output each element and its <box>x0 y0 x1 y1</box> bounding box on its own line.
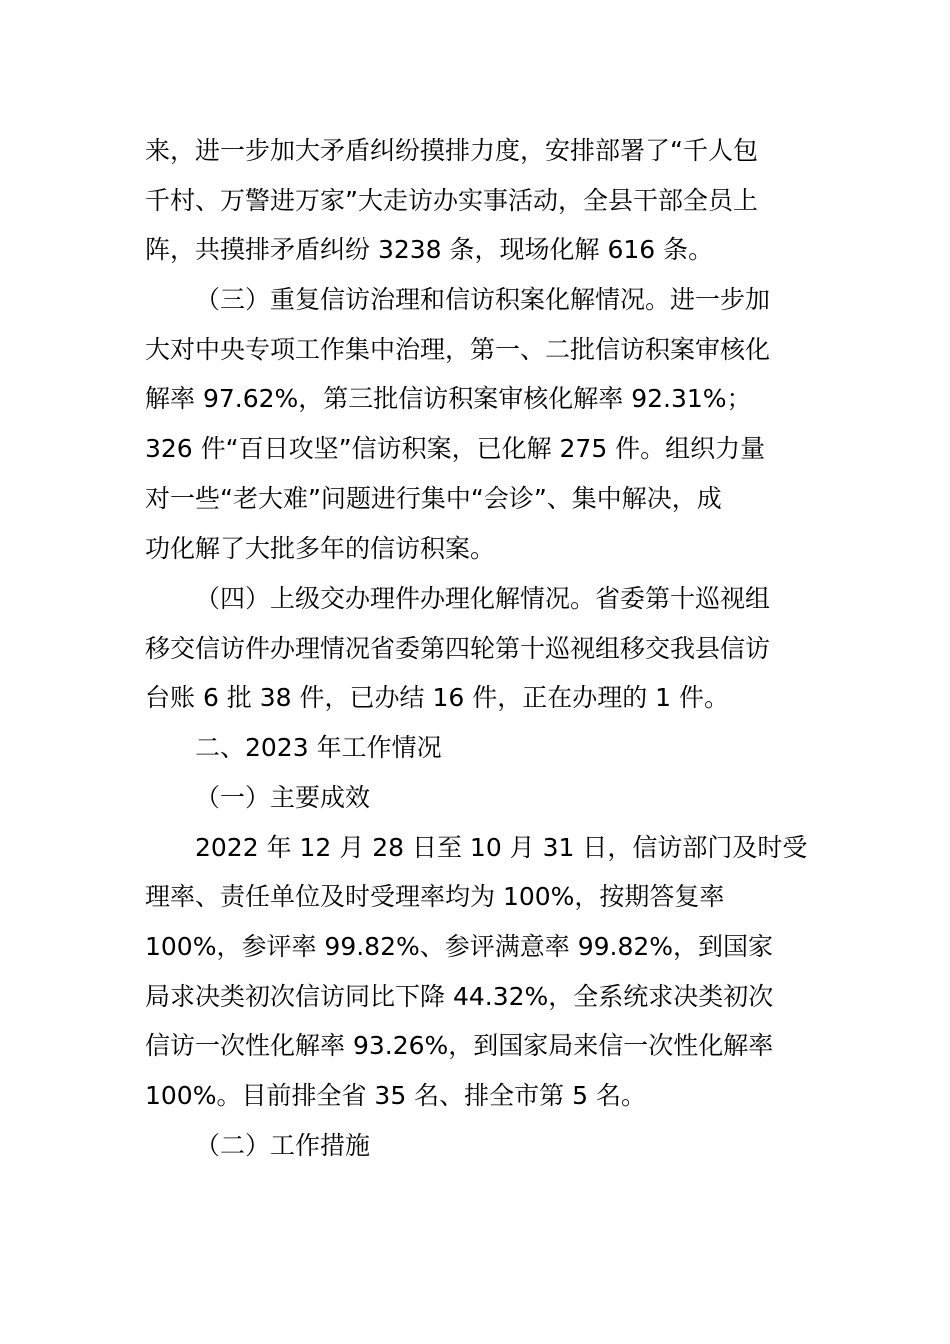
body-text-line: 台账 6 批 38 件，已办结 16 件，正在办理的 1 件。 <box>145 683 730 712</box>
body-text-line: 大对中央专项工作集中治理，第一、二批信访积案审核化 <box>145 335 771 364</box>
chapter-heading-2: 二、2023 年工作情况 <box>195 733 442 762</box>
body-text-line: 326 件“百日攻坚”信访积案，已化解 275 件。组织力量 <box>145 434 766 463</box>
body-text-line: 阵，共摸排矛盾纠纷 3238 条，现场化解 616 条。 <box>145 235 714 264</box>
body-text-line: 功化解了大批多年的信访积案。 <box>145 534 496 563</box>
body-text-line: 千村、万警进万家”大走访办实事活动，全县干部全员上 <box>145 186 758 215</box>
body-text-line: 解率 97.62%，第三批信访积案审核化解率 92.31%； <box>145 384 752 413</box>
subheading-work-measures: （二）工作措施 <box>195 1131 371 1160</box>
body-text-line: 100%，参评率 99.82%、参评满意率 99.82%，到国家 <box>145 932 774 961</box>
body-text-line: 对一些“老大难”问题进行集中“会诊”、集中解决，成 <box>145 484 722 513</box>
body-text-line: 来，进一步加大矛盾纠纷摸排力度，安排部署了“千人包 <box>145 136 758 165</box>
body-text-line: 2022 年 12 月 28 日至 10 月 31 日，信访部门及时受 <box>195 833 808 862</box>
subheading-main-results: （一）主要成效 <box>195 783 371 812</box>
body-text-line: 信访一次性化解率 93.26%，到国家局来信一次性化解率 <box>145 1031 774 1060</box>
body-text-line: 100%。目前排全省 35 名、排全市第 5 名。 <box>145 1081 646 1110</box>
section-heading-3: （三）重复信访治理和信访积案化解情况。进一步加 <box>195 285 771 314</box>
section-heading-4: （四）上级交办理件办理化解情况。省委第十巡视组 <box>195 584 771 613</box>
body-text-line: 局求决类初次信访同比下降 44.32%，全系统求决类初次 <box>145 982 774 1011</box>
body-text-line: 理率、责任单位及时受理率均为 100%，按期答复率 <box>145 882 725 911</box>
body-text-line: 移交信访件办理情况省委第四轮第十巡视组移交我县信访 <box>145 634 771 663</box>
